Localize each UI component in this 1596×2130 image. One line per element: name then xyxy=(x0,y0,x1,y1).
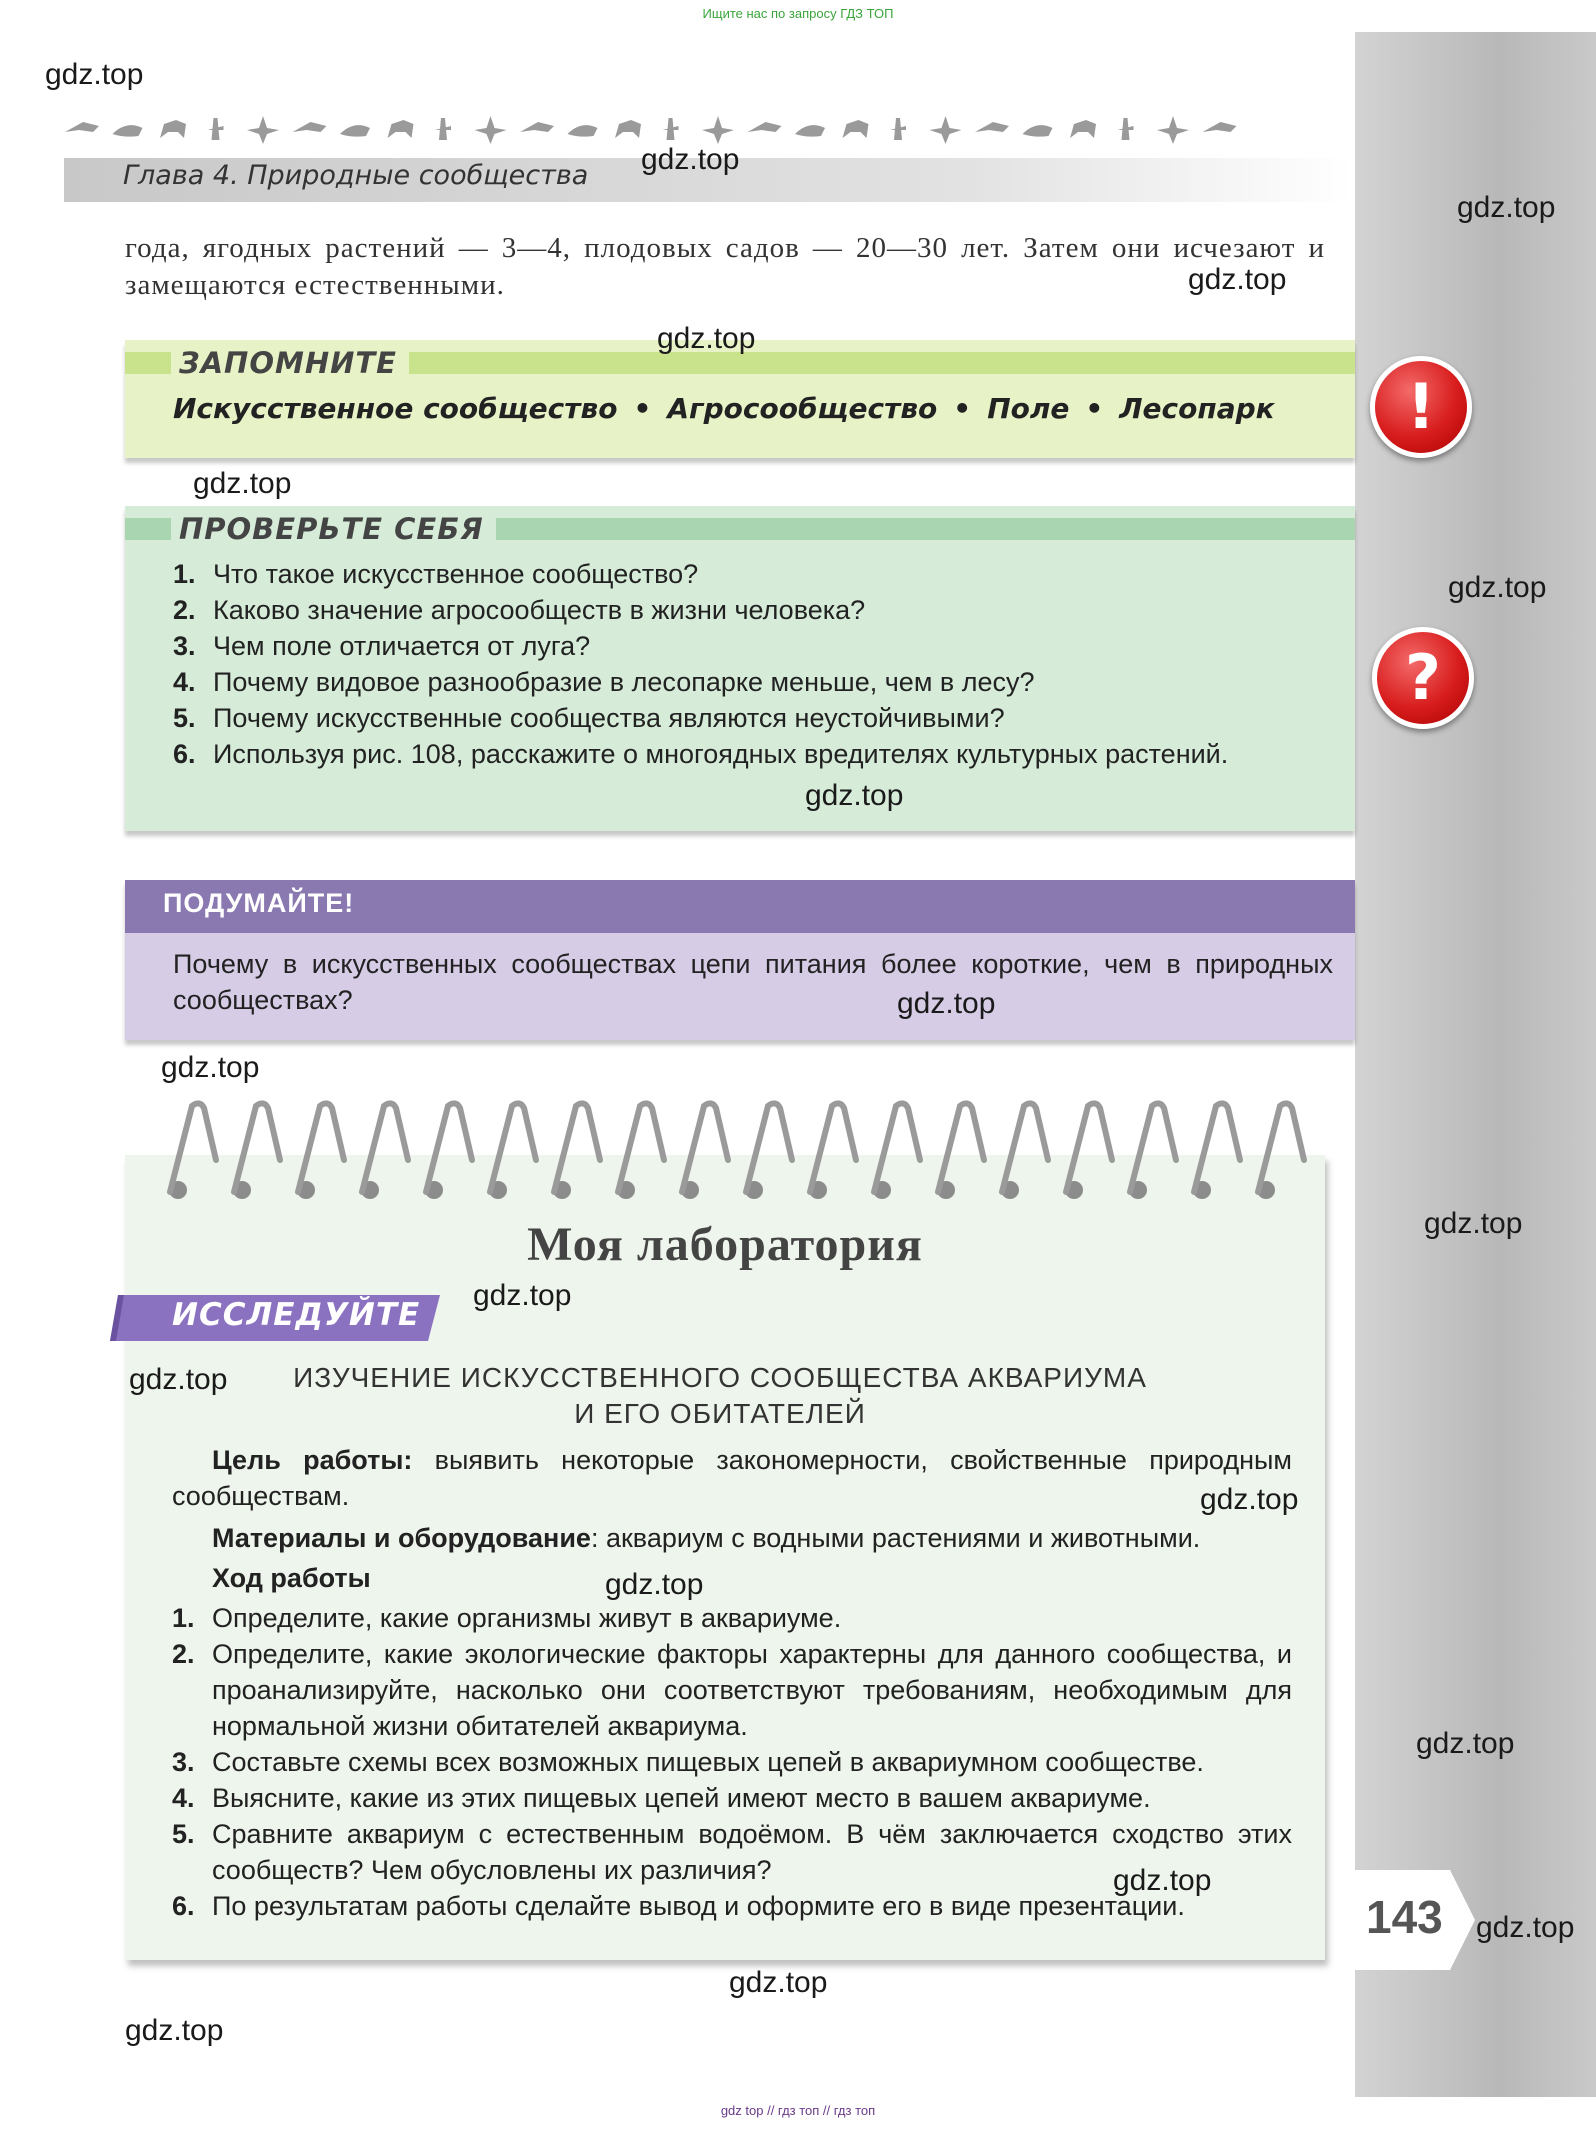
watermark: gdz.top xyxy=(605,1568,704,1601)
item-text: Выясните, какие из этих пищевых цепей имеют место в вашем аквариуме. xyxy=(212,1783,1151,1813)
watermark: gdz.top xyxy=(805,779,904,812)
remember-term: Поле xyxy=(987,392,1070,425)
spiral-ring xyxy=(1066,1103,1112,1192)
item-text: По результатам работы сделайте вывод и оформите его в виде презентации. xyxy=(212,1891,1185,1921)
spiral-ring xyxy=(874,1103,920,1192)
think-header xyxy=(125,880,1355,933)
animal-silhouette-icon xyxy=(293,122,327,132)
spiral-ring xyxy=(426,1103,472,1192)
item-text: Используя рис. 108, расскажите о многоядных вредителях культурных растений. xyxy=(213,739,1229,769)
watermark: gdz.top xyxy=(641,143,740,176)
remember-box xyxy=(125,340,1355,458)
item-text: Каково значение агросообществ в жизни человека? xyxy=(213,595,866,625)
watermark: gdz.top xyxy=(1416,1727,1515,1760)
spiral-ring xyxy=(490,1103,536,1192)
notebook-spirals xyxy=(160,1100,1330,1210)
list-item xyxy=(172,1636,1292,1744)
animal-silhouette-icon xyxy=(520,122,554,132)
remember-title: ЗАПОМНИТЕ xyxy=(171,340,409,386)
spiral-ring xyxy=(170,1103,216,1192)
watermark: gdz.top xyxy=(729,1966,828,1999)
watermark: gdz.top xyxy=(657,322,756,355)
item-text: Почему искусственные сообщества являются неустойчивыми? xyxy=(213,703,1005,733)
animal-silhouette-icon xyxy=(475,116,507,144)
item-text: Почему видовое разнообразие в лесопарке меньше, чем в лесу? xyxy=(213,667,1035,697)
lab-subtitle xyxy=(180,1360,1260,1432)
animal-silhouette-icon xyxy=(65,122,99,132)
watermark: gdz.top xyxy=(473,1279,572,1312)
goal-text: выявить некоторые закономерности, свойственные природным сообществам. xyxy=(172,1445,1292,1511)
item-number: 4. xyxy=(172,1783,195,1813)
list-item xyxy=(173,736,1323,772)
list-item xyxy=(173,628,1323,664)
item-number: 1. xyxy=(172,1603,195,1633)
item-number: 2. xyxy=(172,1639,195,1669)
spiral-ring xyxy=(1194,1103,1240,1192)
spiral-ring xyxy=(298,1103,344,1192)
progress-label: Ход работы xyxy=(212,1563,371,1593)
bottom-banner: gdz top // гдз топ // гдз топ xyxy=(720,2103,876,2118)
watermark: gdz.top xyxy=(1200,1483,1299,1516)
animal-silhouette-icon xyxy=(702,116,734,144)
watermark: gdz.top xyxy=(1476,1911,1575,1944)
animal-silhouette-icon xyxy=(160,120,186,138)
item-number: 4. xyxy=(173,667,196,697)
animal-silhouette-icon xyxy=(1070,120,1096,138)
item-text: Что такое искусственное сообщество? xyxy=(213,559,699,589)
animal-silhouette-icon xyxy=(1203,122,1237,132)
question-list xyxy=(173,556,1323,772)
spiral-ring xyxy=(746,1103,792,1192)
item-number: 6. xyxy=(173,739,196,769)
animal-silhouette-icon xyxy=(615,120,641,138)
list-item xyxy=(172,1600,1292,1636)
watermark: gdz.top xyxy=(1424,1207,1523,1240)
item-text: Составьте схемы всех возможных пищевых цепей в аквариумном сообществе. xyxy=(212,1747,1204,1777)
spiral-ring xyxy=(1130,1103,1176,1192)
remember-terms xyxy=(173,392,1275,425)
animal-silhouette-icon xyxy=(208,118,224,140)
item-text: Сравните аквариум с естественным водоёмом. В чём заключается сходство этих сообществ? Чем обусловлены их различия? xyxy=(212,1819,1292,1885)
study-tab-label: ИССЛЕДУЙТЕ xyxy=(172,1297,421,1333)
watermark: gdz.top xyxy=(45,58,144,91)
bullet-dot: • xyxy=(1085,392,1104,425)
watermark: gdz.top xyxy=(1448,571,1547,604)
think-title: ПОДУМАЙТЕ! xyxy=(163,888,355,918)
list-item xyxy=(173,592,1323,628)
animal-silhouette-icon xyxy=(247,116,279,144)
item-number: 5. xyxy=(172,1819,195,1849)
watermark: gdz.top xyxy=(1188,263,1287,296)
animal-silhouette-icon xyxy=(890,118,906,140)
animal-silhouette-icon xyxy=(930,116,962,144)
spiral-ring xyxy=(1258,1103,1304,1192)
list-item xyxy=(173,700,1323,736)
check-yourself-box xyxy=(125,506,1355,831)
watermark: gdz.top xyxy=(161,1051,260,1084)
item-text: Чем поле отличается от луга? xyxy=(213,631,591,661)
animal-silhouette-icon xyxy=(113,125,143,137)
animal-silhouette-icon xyxy=(1118,118,1134,140)
item-number: 5. xyxy=(173,703,196,733)
think-box xyxy=(125,880,1355,1040)
goal-paragraph xyxy=(172,1442,1292,1514)
goal-label: Цель работы: xyxy=(212,1445,413,1475)
item-number: 3. xyxy=(172,1747,195,1777)
top-banner: Ищите нас по запросу ГДЗ ТОП xyxy=(702,6,894,21)
list-item xyxy=(172,1744,1292,1780)
progress-heading xyxy=(172,1560,1292,1596)
chapter-title: Глава 4. Природные сообщества xyxy=(123,160,589,191)
watermark: gdz.top xyxy=(1113,1864,1212,1897)
lab-body xyxy=(172,1442,1292,1924)
animal-silhouette-icon xyxy=(1023,125,1053,137)
watermark: gdz.top xyxy=(129,1363,228,1396)
lab-subtitle-line: И ЕГО ОБИТАТЕЛЕЙ xyxy=(574,1398,866,1429)
item-number: 6. xyxy=(172,1891,195,1921)
remember-term: Агросообщество xyxy=(667,392,938,425)
animal-silhouette-icon xyxy=(975,122,1009,132)
item-number: 2. xyxy=(173,595,196,625)
spiral-ring xyxy=(554,1103,600,1192)
item-number: 3. xyxy=(173,631,196,661)
item-number: 1. xyxy=(173,559,196,589)
bullet-dot: • xyxy=(633,392,652,425)
spiral-ring xyxy=(362,1103,408,1192)
animal-silhouette-icon xyxy=(1157,116,1189,144)
remember-term: Лесопарк xyxy=(1119,392,1275,425)
animal-silhouette-icon xyxy=(340,125,370,137)
spiral-ring xyxy=(810,1103,856,1192)
animal-silhouette-icon xyxy=(843,120,869,138)
bullet-dot: • xyxy=(953,392,972,425)
check-title: ПРОВЕРЬТЕ СЕБЯ xyxy=(171,506,496,552)
lab-subtitle-line: ИЗУЧЕНИЕ ИСКУССТВЕННОГО СООБЩЕСТВА АКВАРИУМА xyxy=(293,1362,1147,1393)
watermark: gdz.top xyxy=(897,987,996,1020)
exclamation-icon: ! xyxy=(1370,356,1472,458)
lab-title: Моя лаборатория xyxy=(527,1218,923,1271)
watermark: gdz.top xyxy=(1457,191,1556,224)
materials-text: : аквариум с водными растениями и животными. xyxy=(590,1523,1201,1553)
animal-silhouette-icon xyxy=(388,120,414,138)
spiral-ring xyxy=(618,1103,664,1192)
spiral-ring xyxy=(234,1103,280,1192)
intro-paragraph: года, ягодных растений — 3—4, плодовых садов — 20—30 лет. Затем они исчезают и замещаются естественными. xyxy=(125,232,1325,301)
watermark: gdz.top xyxy=(125,2014,224,2047)
page-number: 143 xyxy=(1366,1891,1443,1943)
animal-silhouette-icon xyxy=(568,125,598,137)
list-item xyxy=(172,1780,1292,1816)
item-text: Определите, какие организмы живут в аквариуме. xyxy=(212,1603,842,1633)
spiral-ring xyxy=(938,1103,984,1192)
list-item xyxy=(173,556,1323,592)
animal-silhouette-icon xyxy=(748,122,782,132)
spiral-ring xyxy=(682,1103,728,1192)
item-text: Определите, какие экологические факторы характерны для данного сообщества, и проанализируйте, насколько они соответствуют требованиям, необходимым для нормальной жизни обитателей аквариума. xyxy=(212,1639,1292,1741)
materials-label: Материалы и оборудование xyxy=(212,1523,591,1553)
watermark: gdz.top xyxy=(193,467,292,500)
animal-silhouette-icon xyxy=(663,118,679,140)
question-mark-icon: ? xyxy=(1372,627,1474,729)
materials-paragraph xyxy=(172,1520,1292,1556)
remember-term: Искусственное сообщество xyxy=(173,392,618,425)
page-sidebar xyxy=(1355,32,1596,2097)
think-question: Почему в искусственных сообществах цепи питания более короткие, чем в природных сообществах? xyxy=(173,949,1333,1015)
list-item xyxy=(173,664,1323,700)
animal-silhouette-icon xyxy=(795,125,825,137)
animal-silhouette-icon xyxy=(435,118,451,140)
spiral-ring xyxy=(1002,1103,1048,1192)
